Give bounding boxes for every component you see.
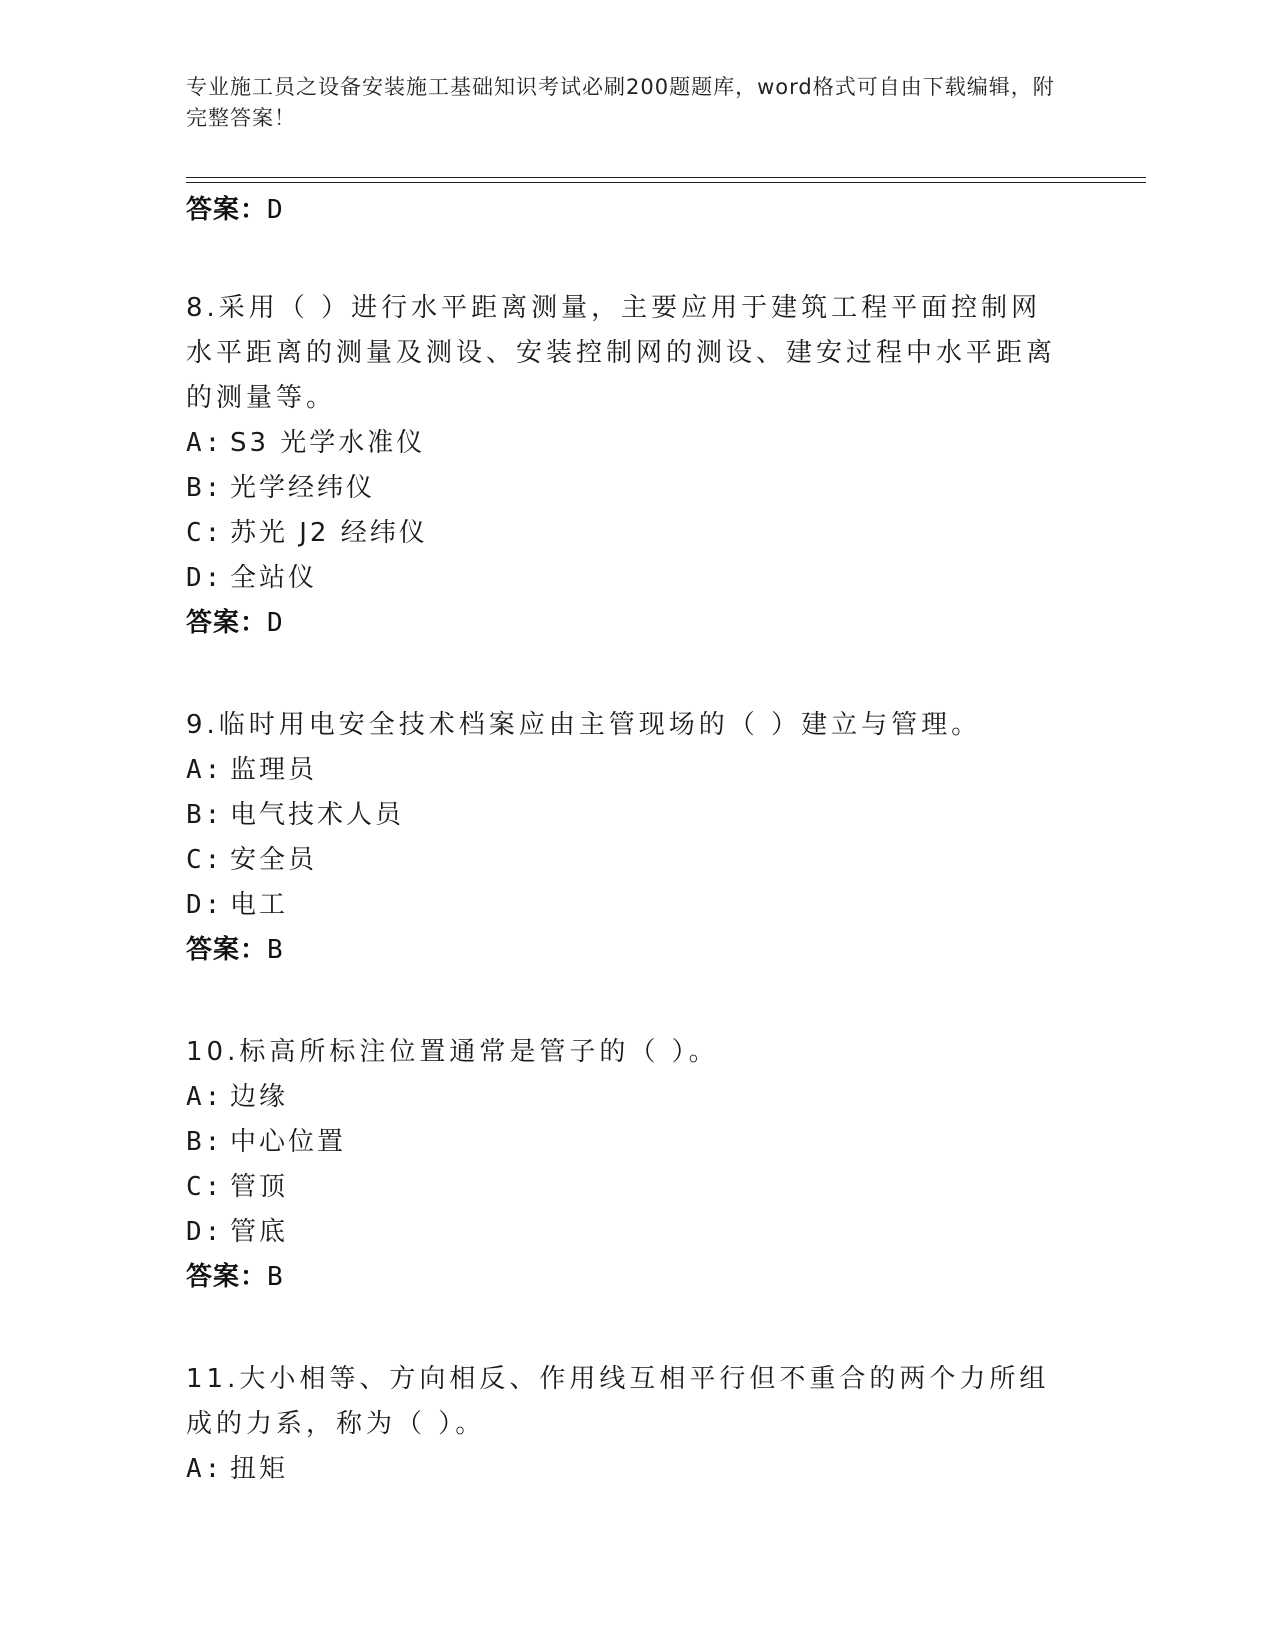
option-text: 管顶	[230, 1172, 289, 1202]
option-b	[186, 793, 1066, 838]
option-b	[186, 466, 1066, 511]
option-text: 管底	[230, 1217, 289, 1247]
option-c	[186, 838, 1066, 883]
option-text: 扭矩	[230, 1454, 289, 1484]
option-c	[186, 1165, 1066, 1210]
question-text: 10.标高所标注位置通常是管子的（ ）。	[186, 1037, 719, 1067]
option-a	[186, 1075, 1066, 1120]
option-a	[186, 421, 1066, 466]
header-rule-top	[186, 177, 1146, 178]
question-text: 8.采用（ ）进行水平距离测量，主要应用于建筑工程平面控制网水平距离的测量及测设、安装控制网的测设、建安过程中水平距离的测量等。	[186, 293, 1057, 413]
header-rule-bottom	[186, 182, 1146, 183]
option-text: 监理员	[230, 755, 318, 785]
option-text: 全站仪	[230, 563, 318, 593]
option-b	[186, 1120, 1066, 1165]
option-text: 苏光 J2 经纬仪	[230, 518, 428, 548]
option-text: 光学经纬仪	[230, 473, 376, 503]
option-text: 安全员	[230, 845, 318, 875]
option-a	[186, 1447, 1066, 1492]
option-key: C:	[186, 1172, 224, 1202]
option-key: B:	[186, 1127, 224, 1157]
option-text: 电工	[230, 890, 289, 920]
option-d	[186, 556, 1066, 601]
question-text: 11.大小相等、方向相反、作用线互相平行但不重合的两个力所组成的力系，称为（ ）。	[186, 1364, 1050, 1439]
option-key: A:	[186, 1082, 224, 1112]
answer-label: 答案：	[186, 1262, 268, 1292]
answer-label: 答案：	[186, 935, 268, 965]
question-item	[186, 1030, 1066, 1299]
option-text: 边缘	[230, 1082, 289, 1112]
question-list	[186, 192, 1066, 1492]
answer-line	[186, 192, 1066, 228]
option-d	[186, 883, 1066, 928]
question-text: 9.临时用电安全技术档案应由主管现场的（ ）建立与管理。	[186, 710, 982, 740]
option-key: B:	[186, 800, 224, 830]
answer-value: B	[267, 935, 284, 965]
option-key: C:	[186, 845, 224, 875]
question-item	[186, 1357, 1066, 1492]
option-key: A:	[186, 755, 224, 785]
option-text: 电气技术人员	[230, 800, 405, 830]
option-text: 中心位置	[230, 1127, 347, 1157]
option-text: S3 光学水准仪	[230, 428, 426, 458]
answer-label: 答案：	[186, 608, 268, 638]
answer-line	[186, 601, 1066, 645]
option-c	[186, 511, 1066, 556]
option-key: A:	[186, 1454, 224, 1484]
document-header: 专业施工员之设备安装施工基础知识考试必刷200题题库，word格式可自由下载编辑，附完整答案！	[186, 75, 1055, 130]
answer-line	[186, 928, 1066, 972]
option-key: D:	[186, 1217, 224, 1247]
answer-value: D	[267, 608, 284, 638]
option-key: A:	[186, 428, 224, 458]
option-key: D:	[186, 890, 224, 920]
option-d	[186, 1210, 1066, 1255]
answer-value: D	[267, 195, 284, 225]
option-a	[186, 748, 1066, 793]
option-key: B:	[186, 473, 224, 503]
question-item	[186, 703, 1066, 972]
answer-value: B	[267, 1262, 284, 1292]
answer-label: 答案：	[186, 195, 268, 225]
answer-line	[186, 1255, 1066, 1299]
option-key: C:	[186, 518, 224, 548]
option-key: D:	[186, 563, 224, 593]
question-item	[186, 286, 1066, 645]
